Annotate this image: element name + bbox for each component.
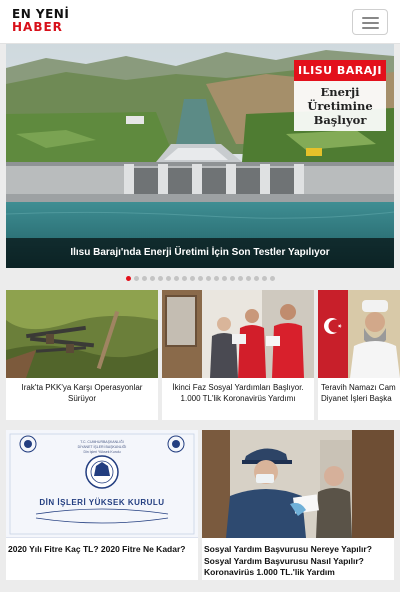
aid-delivery-photo — [162, 290, 314, 378]
news-card[interactable] — [202, 430, 394, 580]
news-card-title: Sosyal Yardım Başvurusu Nereye Yapılır? Sosyal Yardım Başvurusu Nasıl Yapılır? Koronavirüs 1.000 TL.'lik Yardım — [204, 544, 372, 577]
news-card[interactable] — [162, 290, 314, 420]
menu-bar-icon — [362, 17, 379, 19]
slider-dot[interactable] — [126, 276, 131, 281]
news-card[interactable] — [318, 290, 400, 420]
slider-dot[interactable] — [238, 276, 243, 281]
slider-dot[interactable] — [182, 276, 187, 281]
slider-dot[interactable] — [230, 276, 235, 281]
news-card[interactable] — [6, 290, 158, 420]
slider-dot[interactable] — [134, 276, 139, 281]
badge-line-2: Üretimine — [307, 99, 373, 113]
headline-slider[interactable] — [6, 44, 394, 268]
news-card-title: 2020 Yılı Fitre Kaç TL? 2020 Fitre Ne Kadar? — [8, 544, 186, 554]
menu-bar-icon — [362, 22, 379, 24]
slider-dot[interactable] — [222, 276, 227, 281]
slider-dot[interactable] — [262, 276, 267, 281]
image-small-text-3: Din İşleri Yüksek Kurulu — [83, 450, 121, 454]
news-card-title: İkinci Faz Sosyal Yardımları Başlıyor. 1.000 TL'lik Koronavirüs Yardımı — [172, 383, 304, 403]
slider-dot[interactable] — [166, 276, 171, 281]
hamburger-menu-button[interactable] — [352, 9, 388, 35]
badge-subtitle — [294, 81, 386, 131]
slider-dot[interactable] — [214, 276, 219, 281]
imam-photo — [318, 290, 400, 378]
slide-caption[interactable]: Ilısu Barajı'nda Enerji Üretimi İçin Son Testler Yapılıyor — [6, 238, 394, 268]
slider-dot[interactable] — [142, 276, 147, 281]
slider-dot[interactable] — [254, 276, 259, 281]
news-card-title-line-1: Teravih Namazı Cam — [321, 383, 396, 392]
image-small-text-1: T.C. CUMHURBAŞKANLIĞI — [80, 440, 124, 444]
slider-dot[interactable] — [270, 276, 275, 281]
logo-line-1: EN YENİ — [12, 7, 70, 21]
badge-title: ILISU BARAJI — [294, 60, 386, 81]
site-logo[interactable] — [12, 8, 69, 34]
menu-bar-icon — [362, 27, 379, 29]
slider-dot[interactable] — [198, 276, 203, 281]
diyanet-board-image — [6, 430, 198, 538]
courier-photo — [202, 430, 394, 538]
slider-pagination — [0, 270, 400, 280]
site-header — [0, 0, 400, 44]
image-title-text: DİN İŞLERİ YÜKSEK KURULU — [39, 498, 165, 507]
news-card-title: Irak'ta PKK'ya Karşı Operasyonlar Sürüyor — [21, 383, 143, 403]
news-card-title — [318, 382, 400, 404]
news-card-title-line-2: Diyanet İşleri Başka — [321, 394, 392, 403]
slider-dot[interactable] — [174, 276, 179, 281]
slide-badge — [294, 60, 386, 131]
logo-line-2: HABER — [12, 20, 63, 34]
slider-dot[interactable] — [158, 276, 163, 281]
slider-dot[interactable] — [190, 276, 195, 281]
badge-line-3: Başlıyor — [313, 113, 367, 127]
image-small-text-2: DİYANET İŞLERİ BAŞKANLIĞI — [77, 445, 127, 449]
badge-line-1: Enerji — [320, 85, 360, 99]
slider-dot[interactable] — [246, 276, 251, 281]
weapons-photo — [6, 290, 158, 378]
slider-dot[interactable] — [206, 276, 211, 281]
news-card[interactable] — [6, 430, 198, 580]
slider-dot[interactable] — [150, 276, 155, 281]
